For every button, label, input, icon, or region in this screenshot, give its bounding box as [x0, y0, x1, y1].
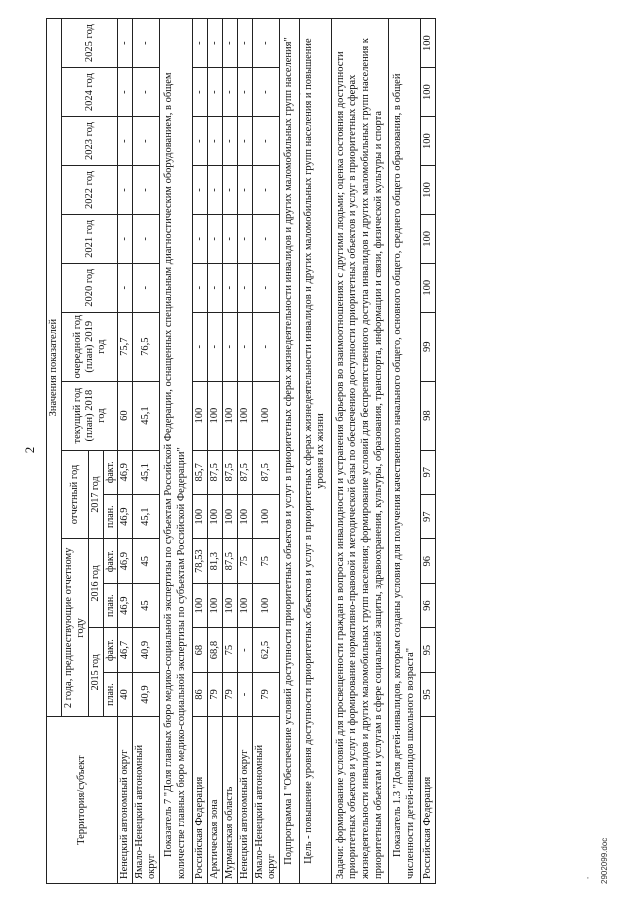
- value-cell: 68,8: [207, 628, 222, 672]
- value-cell: 100: [421, 68, 436, 117]
- value-cell: 100: [207, 495, 222, 539]
- value-cell: -: [222, 68, 237, 117]
- value-cell: 98: [421, 381, 436, 450]
- value-cell: 75: [222, 628, 237, 672]
- value-cell: -: [133, 117, 160, 166]
- value-cell: 45,1: [133, 450, 160, 494]
- indicators-table: [46, 18, 436, 884]
- value-cell: 87,5: [237, 450, 252, 494]
- value-cell: -: [207, 312, 222, 381]
- value-cell: 75: [252, 539, 279, 583]
- value-cell: 100: [252, 495, 279, 539]
- value-cell: 87,5: [252, 450, 279, 494]
- value-cell: 45: [133, 583, 160, 627]
- tasks-text: Задачи: формирование условий для просвещенности граждан в вопросах инвалидности и устранения барьеров во взаимоотношениях с другими людьми; оценка состояния доступности приоритетных объектов и услуг и формирование нормативно-правовой и методической базы по обеспечению доступности приоритетных объектов и услуг в приоритетных сферах жизнедеятельности инвалидов и других маломобильных групп населения; формирование условий для беспрепятственного доступа инвалидов и других маломобильных групп населения к приоритетным объектам и услугам в сфере социальной защиты, здравоохранения, культуры, образования, транспорта, информации и связи, физической культуры и спорта: [331, 19, 388, 884]
- table-row: [207, 19, 222, 884]
- col-2021: 2021 год: [62, 214, 118, 263]
- territory-name: Мурманская область: [222, 717, 237, 884]
- page-number: 2: [22, 446, 37, 454]
- value-cell: -: [118, 117, 133, 166]
- table-row: [192, 19, 207, 884]
- value-cell: -: [207, 166, 222, 215]
- value-cell: 40,9: [133, 628, 160, 672]
- subprogram-title: Подпрограмма I "Обеспечение условий доступности приоритетных объектов и услуг в приоритетных сферах жизнедеятельности инвалидов и других маломобильных групп населения": [279, 19, 299, 884]
- value-cell: 100: [421, 166, 436, 215]
- scan-mark: ·: [586, 872, 590, 884]
- value-cell: 46,9: [118, 583, 133, 627]
- value-cell: 97: [421, 495, 436, 539]
- table-row: [421, 19, 436, 884]
- col-plan: план.: [103, 495, 118, 539]
- col-two-years-before: 2 года, предшествующие отчетному году: [62, 539, 89, 717]
- col-plan: план.: [103, 583, 118, 627]
- value-cell: 100: [192, 381, 207, 450]
- value-cell: -: [222, 166, 237, 215]
- value-cell: -: [118, 263, 133, 312]
- indicator-1-3-title: Показатель 1.3 "Доля детей-инвалидов, которым созданы условия для получения качественного начального общего, основного общего, среднего общего образования, в общей численности детей-инвалидов школьного возраста": [389, 19, 421, 884]
- value-cell: -: [118, 68, 133, 117]
- value-cell: 96: [421, 539, 436, 583]
- col-current-year: текущий год (план) 2018 год: [62, 381, 118, 450]
- value-cell: -: [118, 166, 133, 215]
- value-cell: -: [192, 68, 207, 117]
- value-cell: -: [192, 19, 207, 68]
- value-cell: -: [252, 312, 279, 381]
- value-cell: 100: [421, 19, 436, 68]
- value-cell: 100: [192, 495, 207, 539]
- value-cell: 45,1: [133, 381, 160, 450]
- value-cell: 100: [192, 583, 207, 627]
- col-2025: 2025 год: [62, 19, 118, 68]
- table-row: [252, 19, 279, 884]
- col-next-year: очередной год (план) 2019 год: [62, 312, 118, 381]
- table-row: [237, 19, 252, 884]
- value-cell: -: [133, 19, 160, 68]
- value-cell: -: [192, 117, 207, 166]
- value-cell: 100: [237, 381, 252, 450]
- value-cell: -: [133, 68, 160, 117]
- value-cell: -: [237, 214, 252, 263]
- value-cell: -: [222, 263, 237, 312]
- value-cell: 97: [421, 450, 436, 494]
- value-cell: -: [222, 312, 237, 381]
- rotated-content: [20, 10, 620, 890]
- value-cell: -: [118, 214, 133, 263]
- value-cell: 100: [421, 263, 436, 312]
- value-cell: 85,7: [192, 450, 207, 494]
- value-cell: -: [237, 263, 252, 312]
- scan-mark: ·: [298, 88, 302, 100]
- value-cell: 81,3: [207, 539, 222, 583]
- value-cell: 78,53: [192, 539, 207, 583]
- value-cell: -: [133, 263, 160, 312]
- value-cell: 45: [133, 539, 160, 583]
- value-cell: 79: [207, 672, 222, 716]
- col-fact: факт.: [103, 450, 118, 494]
- value-cell: -: [252, 68, 279, 117]
- territory-name: Ненецкий автономный округ: [118, 717, 133, 884]
- value-cell: -: [222, 214, 237, 263]
- value-cell: -: [133, 166, 160, 215]
- territory-name: Ненецкий автономный округ: [237, 717, 252, 884]
- col-plan: план.: [103, 672, 118, 716]
- value-cell: 99: [421, 312, 436, 381]
- territory-name: Российская Федерация: [421, 717, 436, 884]
- value-cell: 46,9: [118, 450, 133, 494]
- col-reporting-year: отчетный год: [62, 450, 89, 539]
- value-cell: -: [237, 117, 252, 166]
- value-cell: 100: [207, 381, 222, 450]
- col-2016: 2016 год: [89, 539, 104, 628]
- document-id: 2902099.doc: [600, 837, 609, 884]
- value-cell: -: [252, 166, 279, 215]
- territory-name: Ямало-Ненецкий автономный округ: [133, 717, 160, 884]
- value-cell: 87,5: [222, 450, 237, 494]
- value-cell: -: [237, 628, 252, 672]
- value-cell: 40,9: [133, 672, 160, 716]
- value-cell: 60: [118, 381, 133, 450]
- value-cell: 62,5: [252, 628, 279, 672]
- value-cell: 100: [222, 381, 237, 450]
- value-cell: -: [252, 214, 279, 263]
- value-cell: 100: [207, 583, 222, 627]
- value-cell: 76,5: [133, 312, 160, 381]
- territory-name: Арктическая зона: [207, 717, 222, 884]
- value-cell: 95: [421, 628, 436, 672]
- value-cell: 79: [222, 672, 237, 716]
- value-cell: 79: [252, 672, 279, 716]
- value-cell: -: [252, 19, 279, 68]
- value-cell: 100: [237, 495, 252, 539]
- value-cell: -: [237, 166, 252, 215]
- col-fact: факт.: [103, 539, 118, 583]
- goal-text: Цель - повышение уровня доступности приоритетных объектов и услуг в приоритетных сферах жизнедеятельности инвалидов и других маломобильных групп населения и повышение уровня их жизни: [299, 19, 331, 884]
- value-cell: 100: [237, 583, 252, 627]
- value-cell: 46,9: [118, 495, 133, 539]
- value-cell: 100: [421, 214, 436, 263]
- col-2022: 2022 год: [62, 166, 118, 215]
- value-cell: -: [237, 672, 252, 716]
- table-row: [222, 19, 237, 884]
- value-cell: 68: [192, 628, 207, 672]
- value-cell: 100: [222, 495, 237, 539]
- col-2024: 2024 год: [62, 68, 118, 117]
- value-cell: -: [237, 68, 252, 117]
- value-cell: -: [118, 19, 133, 68]
- value-cell: 86: [192, 672, 207, 716]
- value-cell: -: [237, 312, 252, 381]
- value-cell: 46,9: [118, 539, 133, 583]
- value-cell: -: [192, 263, 207, 312]
- table-row: [133, 19, 160, 884]
- value-cell: -: [192, 312, 207, 381]
- indicator-7-title: Показатель 7 "Доля главных бюро медико-социальной экспертизы по субъектам Российской Федерации, оснащенных специальным диагностическим оборудованием, в общем количестве главных бюро медико-социальной экспертизы по субъектам Российской Федерации": [160, 19, 192, 884]
- value-cell: -: [222, 117, 237, 166]
- value-cell: 87,5: [222, 539, 237, 583]
- value-cell: 96: [421, 583, 436, 627]
- value-cell: -: [222, 19, 237, 68]
- value-cell: -: [207, 214, 222, 263]
- value-cell: -: [192, 214, 207, 263]
- value-cell: 45,1: [133, 495, 160, 539]
- col-values-group: Значения показателей: [47, 19, 62, 717]
- value-cell: 46,7: [118, 628, 133, 672]
- col-2023: 2023 год: [62, 117, 118, 166]
- value-cell: 87,5: [207, 450, 222, 494]
- value-cell: -: [207, 263, 222, 312]
- value-cell: 100: [421, 117, 436, 166]
- col-territory: Территория/субъект: [47, 717, 118, 884]
- col-2017: 2017 год: [89, 450, 104, 539]
- value-cell: -: [252, 263, 279, 312]
- value-cell: -: [252, 117, 279, 166]
- col-2015: 2015 год: [89, 628, 104, 717]
- value-cell: -: [207, 19, 222, 68]
- value-cell: 75,7: [118, 312, 133, 381]
- value-cell: 100: [252, 583, 279, 627]
- col-fact: факт.: [103, 628, 118, 672]
- value-cell: -: [207, 68, 222, 117]
- value-cell: 75: [237, 539, 252, 583]
- value-cell: -: [192, 166, 207, 215]
- value-cell: 95: [421, 672, 436, 716]
- value-cell: 100: [222, 583, 237, 627]
- value-cell: -: [207, 117, 222, 166]
- territory-name: Ямало-Ненецкий автономный округ: [252, 717, 279, 884]
- value-cell: 100: [252, 381, 279, 450]
- col-2020: 2020 год: [62, 263, 118, 312]
- territory-name: Российская Федерация: [192, 717, 207, 884]
- value-cell: -: [133, 214, 160, 263]
- table-row: [118, 19, 133, 884]
- value-cell: 40: [118, 672, 133, 716]
- value-cell: -: [237, 19, 252, 68]
